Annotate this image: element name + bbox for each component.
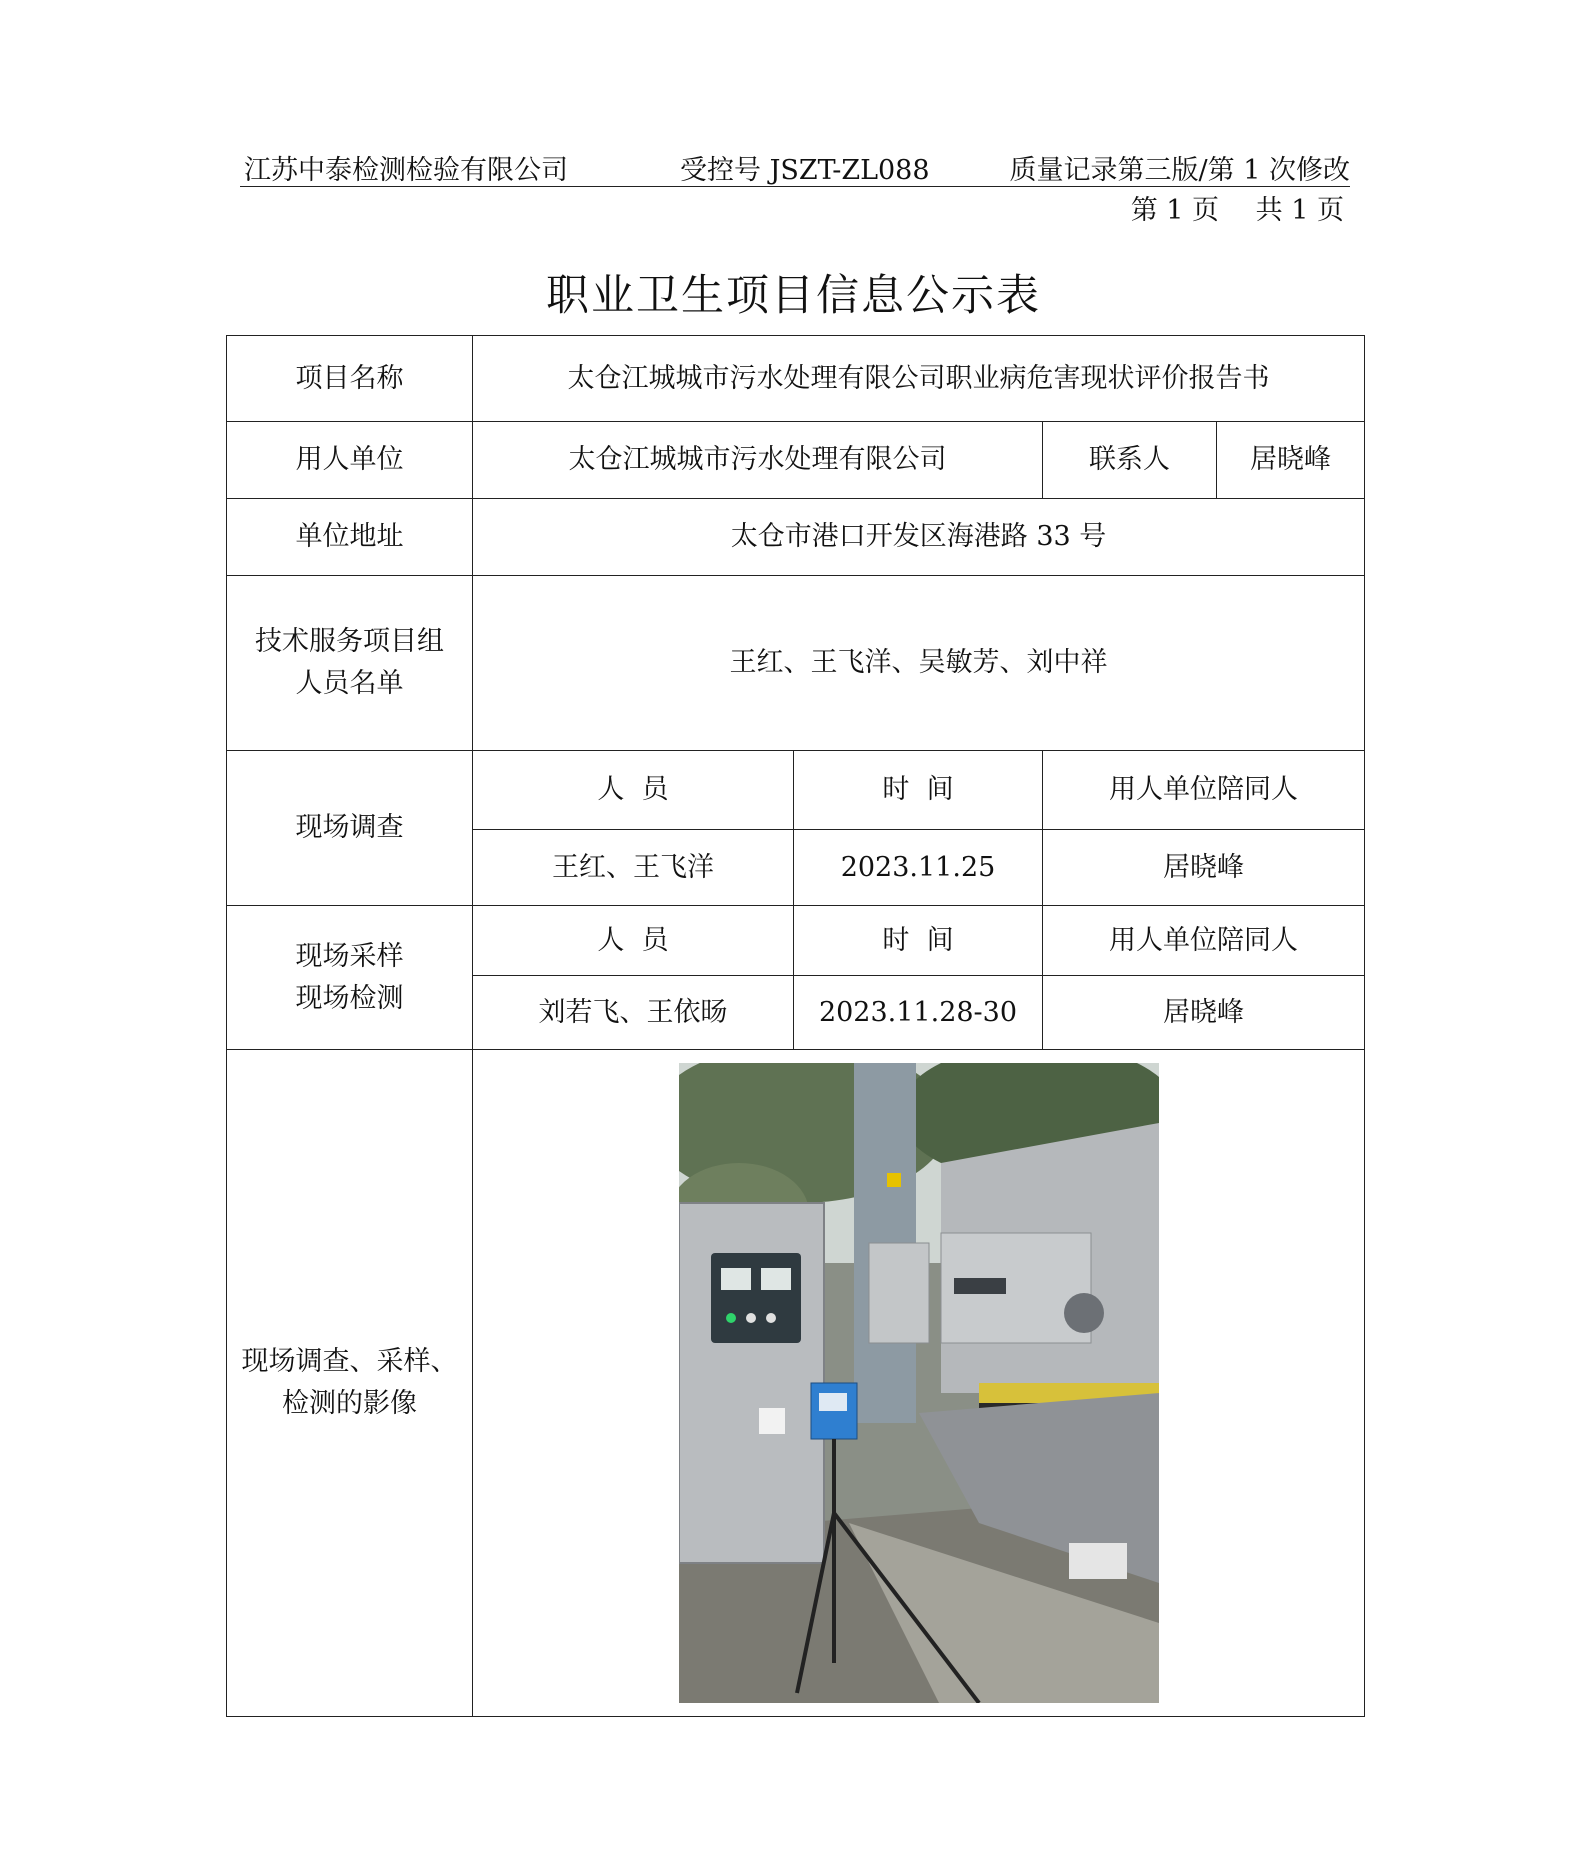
contact-label: 联系人 (1043, 422, 1217, 499)
contact-value: 居晓峰 (1217, 422, 1365, 499)
row-address (227, 499, 1365, 576)
row-survey-header (227, 751, 1365, 830)
sampling-head-people: 人 员 (473, 906, 794, 976)
sampling-label-line2: 现场检测 (295, 982, 404, 1014)
info-table (226, 335, 1365, 1717)
quality-version: 质量记录第三版/第 1 次修改 (1009, 155, 1350, 186)
survey-head-time: 时 间 (794, 751, 1043, 830)
control-number: 受控号 JSZT-ZL088 (680, 155, 930, 186)
image-label-line2: 检测的影像 (282, 1388, 417, 1419)
survey-companion: 居晓峰 (1043, 830, 1365, 906)
employer-value: 太仓江城城市污水处理有限公司 (473, 422, 1043, 499)
row-image (227, 1050, 1365, 1717)
row-team (227, 576, 1365, 751)
survey-head-people: 人 员 (473, 751, 794, 830)
image-cell (473, 1050, 1365, 1717)
row-project-name (227, 336, 1365, 422)
team-label-line2: 人员名单 (295, 668, 404, 699)
sampling-head-time: 时 间 (794, 906, 1043, 976)
image-label-line1: 现场调查、采样、 (241, 1346, 458, 1377)
survey-label: 现场调查 (227, 751, 473, 906)
project-name-value: 太仓江城城市污水处理有限公司职业病危害现状评价报告书 (473, 336, 1365, 422)
address-label: 单位地址 (227, 499, 473, 576)
page-total: 共 1 页 (1255, 195, 1344, 226)
page-number: 第 1 页 (1130, 195, 1220, 226)
project-name-label: 项目名称 (227, 336, 473, 422)
sampling-time: 2023.11.28-30 (794, 976, 1043, 1050)
row-sampling-header (227, 906, 1365, 976)
sampling-people: 刘若飞、王依旸 (473, 976, 794, 1050)
sampling-label-line1: 现场采样 (295, 940, 404, 972)
sampling-head-companion: 用人单位陪同人 (1043, 906, 1365, 976)
page-info (1125, 188, 1344, 227)
survey-time: 2023.11.25 (794, 830, 1043, 906)
address-value: 太仓市港口开发区海港路 33 号 (473, 499, 1365, 576)
page-title: 职业卫生项目信息公示表 (546, 271, 1041, 321)
sampling-companion: 居晓峰 (1043, 976, 1365, 1050)
employer-label: 用人单位 (227, 422, 473, 499)
team-label-line1: 技术服务项目组 (255, 626, 444, 657)
survey-head-companion: 用人单位陪同人 (1043, 751, 1365, 830)
team-label (227, 576, 473, 751)
team-value: 王红、王飞洋、吴敏芳、刘中祥 (473, 576, 1365, 751)
image-label (227, 1050, 473, 1717)
sampling-label (227, 906, 473, 1050)
site-photo (679, 1063, 1159, 1703)
page-header (240, 148, 1350, 187)
row-employer (227, 422, 1365, 499)
company-name: 江苏中泰检测检验有限公司 (244, 155, 568, 186)
survey-people: 王红、王飞洋 (473, 830, 794, 906)
